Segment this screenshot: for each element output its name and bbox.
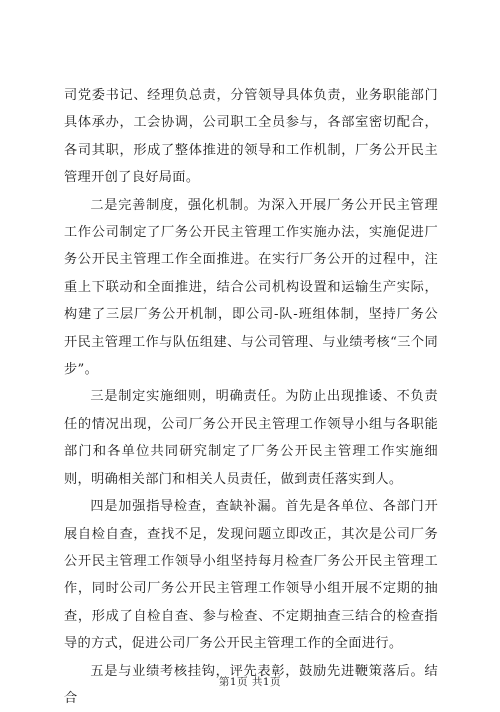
paragraph-implementation-rules: 三是制定实施细则，明确责任。为防止出现推诿、不负责任的情况出现，公司厂务公开民主管理工作领导小组与各职能部门和各单位共同研究制定了厂务公开民主管理工作实施细则，明确相关部门和相关人员责任，做到责任落实到人。 — [64, 389, 438, 487]
paragraph-continuation: 司党委书记、经理负总责，分管领导具体负责，业务职能部门具体承办，工会协调，公司职工全员参与，各部室密切配合，各司其职，形成了整体推进的领导和工作机制，厂务公开民主管理开创了良好局面。 — [64, 88, 438, 186]
paragraph-inspection: 四是加强指导检查，查缺补漏。首先是各单位、各部门开展自检自查，查找不足，发现问题立即改正，其次是公司厂务公开民主管理工作领导小组坚持每月检查厂务公开民主管理工作，同时公司厂务公开民主管理工作领导小组开展不定期的抽查，形成了自检自查、参与检查、不定期抽查三结合的检查指导的方式，促进公司厂务公开民主管理工作的全面进行。 — [64, 499, 438, 652]
document-body — [64, 82, 438, 712]
paragraph-performance-review: 五是与业绩考核挂钩，评先表彰，鼓励先进鞭策落后。结合 — [64, 663, 438, 706]
page-number-footer: 第1页 共1页 — [218, 676, 282, 688]
paragraph-improve-system: 二是完善制度，强化机制。为深入开展厂务公开民主管理工作公司制定了厂务公开民主管理工作实施办法，实施促进厂务公开民主管理工作全面推进。在实行厂务公开的过程中，注重上下联动和全面推进，结合公司机构设置和运输生产实际，构建了三层厂务公开机制，即公司-队-班组体制，坚持厂务公开民主管理工作与队伍组建、与公司管理、与业绩考核“三个同步”。 — [64, 197, 438, 378]
